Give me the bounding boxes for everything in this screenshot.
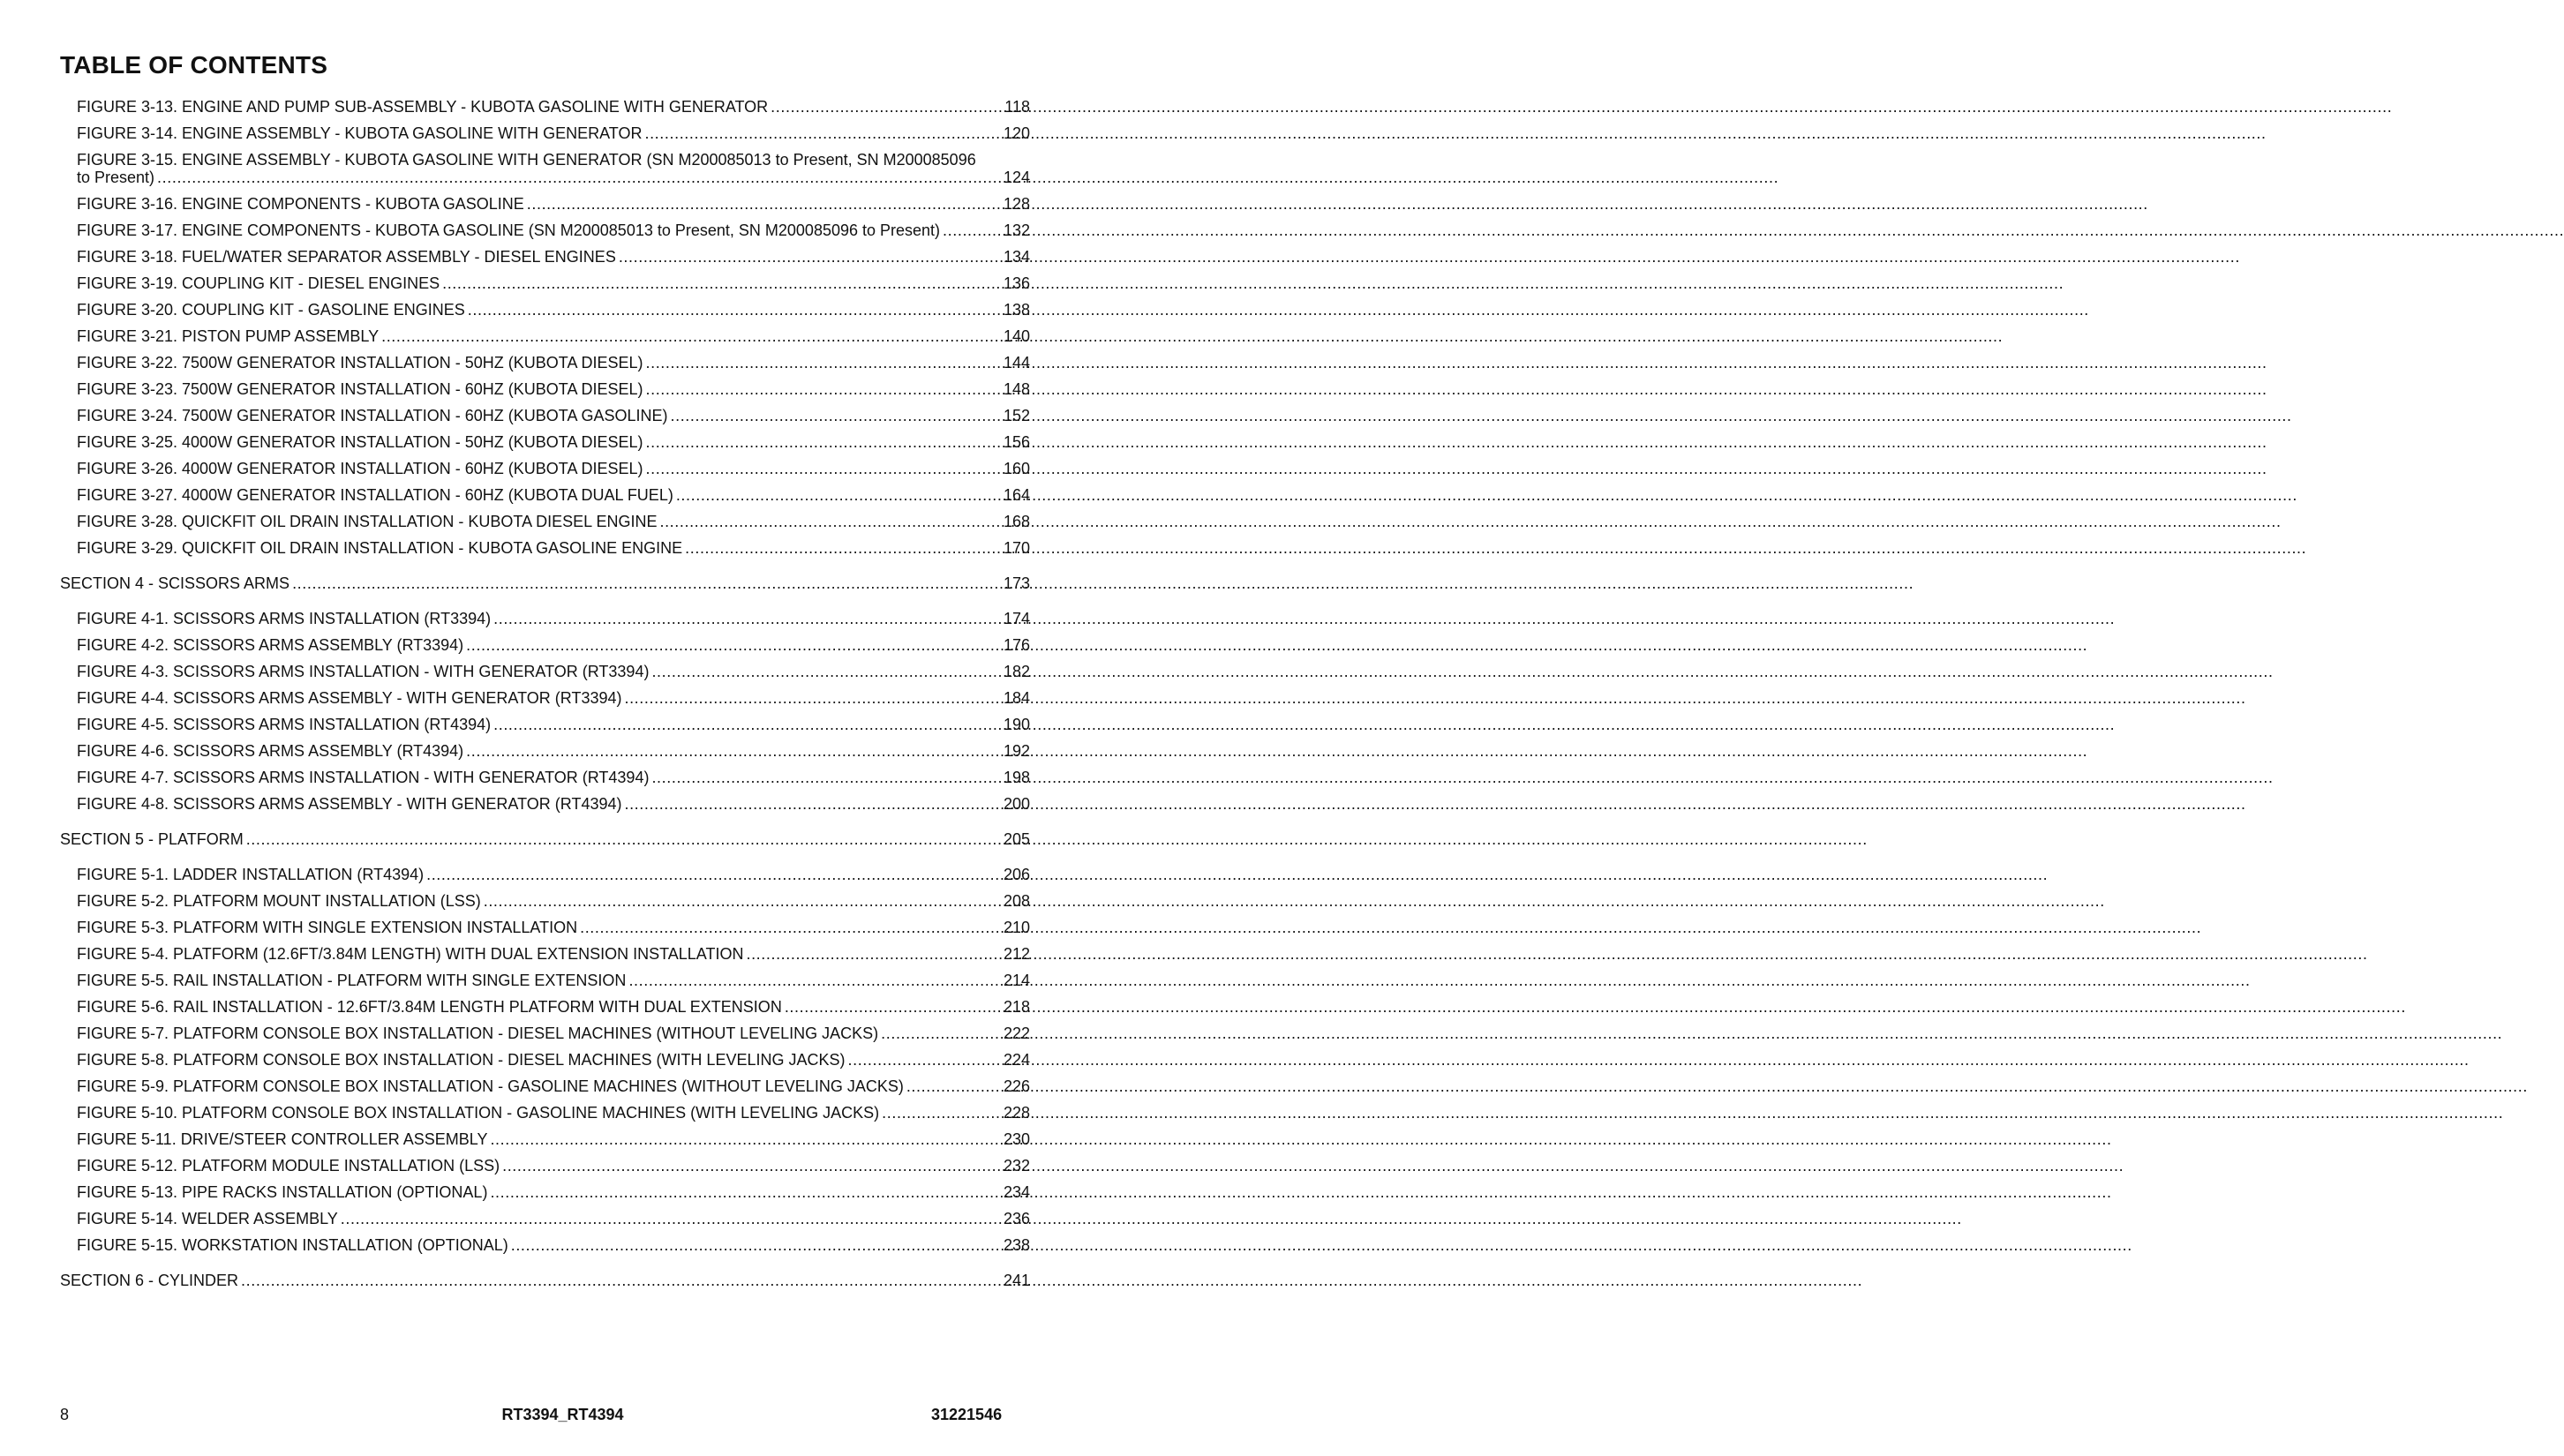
footer-model: RT3394_RT4394	[501, 1406, 624, 1423]
toc-entry-title: FIGURE 5-15. WORKSTATION INSTALLATION (OPTIONAL)	[77, 1236, 508, 1254]
dot-leader	[848, 1050, 1002, 1069]
dot-leader	[646, 353, 1002, 372]
toc-entry-figure-5-14[interactable]	[77, 1209, 1030, 1228]
toc-entry-figure-5-11[interactable]	[77, 1130, 1030, 1149]
toc-entry-figure-5-6[interactable]	[77, 997, 1030, 1017]
dot-leader	[466, 741, 1002, 761]
dot-leader	[527, 194, 1002, 214]
toc-entry-title: FIGURE 3-26. 4000W GENERATOR INSTALLATION - 60HZ (KUBOTA DIESEL)	[77, 460, 643, 477]
toc-entry-title: FIGURE 3-18. FUEL/WATER SEPARATOR ASSEMBLY - DIESEL ENGINES	[77, 248, 616, 266]
toc-entry-figure-3-26[interactable]	[77, 459, 1030, 478]
toc-page-number: 128	[1003, 195, 1030, 213]
toc-entry-title: FIGURE 5-4. PLATFORM (12.6FT/3.84M LENGTH) WITH DUAL EXTENSION INSTALLATION	[77, 945, 744, 963]
toc-entry-figure-4-2[interactable]	[77, 635, 1030, 655]
toc-entry-figure-3-19[interactable]	[77, 274, 1030, 293]
toc-page-number: 132	[1003, 221, 1030, 239]
toc-page-number: 148	[1003, 380, 1030, 398]
toc-page-number: 234	[1003, 1183, 1030, 1201]
toc-page-number: 238	[1003, 1236, 1030, 1254]
toc-page-number: 218	[1003, 998, 1030, 1016]
toc-entry-figure-3-25[interactable]	[77, 432, 1030, 452]
dot-leader	[646, 459, 1002, 478]
toc-page-number: 184	[1003, 689, 1030, 707]
toc-entry-figure-4-6[interactable]	[77, 741, 1030, 761]
toc-entry-figure-3-15-line1[interactable]: FIGURE 3-15. ENGINE ASSEMBLY - KUBOTA GASOLINE WITH GENERATOR (SN M200085013 to Present, SN M200085096	[77, 151, 976, 169]
toc-page-number: 120	[1003, 124, 1030, 142]
toc-entry-figure-5-9[interactable]	[77, 1077, 1030, 1096]
toc-entry-section-4[interactable]	[60, 574, 1030, 593]
dot-leader	[943, 221, 1002, 240]
dot-leader	[580, 918, 1002, 937]
footer-page-number: 8	[60, 1406, 70, 1423]
toc-entry-figure-5-12[interactable]	[77, 1156, 1030, 1175]
toc-entry-figure-5-2[interactable]	[77, 891, 1030, 911]
dot-leader	[241, 1271, 1002, 1290]
toc-page-number: 230	[1003, 1130, 1030, 1148]
dot-leader	[624, 688, 1001, 708]
toc-entry-section-6[interactable]	[60, 1271, 1030, 1290]
toc-entry-title: FIGURE 3-23. 7500W GENERATOR INSTALLATION - 60HZ (KUBOTA DIESEL)	[77, 380, 643, 398]
toc-entry-figure-3-17[interactable]	[77, 221, 1030, 240]
toc-entry-figure-3-16[interactable]	[77, 194, 1030, 214]
toc-entry-figure-5-13[interactable]	[77, 1182, 1030, 1202]
toc-entry-title: FIGURE 3-25. 4000W GENERATOR INSTALLATION - 50HZ (KUBOTA DIESEL)	[77, 433, 643, 451]
table-of-contents	[0, 97, 1125, 1381]
dot-leader	[785, 997, 1002, 1017]
toc-entry-title: FIGURE 5-10. PLATFORM CONSOLE BOX INSTALLATION - GASOLINE MACHINES (WITH LEVELING JACKS)	[77, 1104, 880, 1122]
toc-entry-figure-3-18[interactable]	[77, 247, 1030, 266]
toc-page-number: 118	[1004, 98, 1030, 116]
toc-entry-title: FIGURE 5-9. PLATFORM CONSOLE BOX INSTALLATION - GASOLINE MACHINES (WITHOUT LEVELING JACKS)	[77, 1077, 904, 1095]
dot-leader	[906, 1077, 1002, 1096]
toc-page-number: 222	[1003, 1024, 1030, 1042]
toc-entry-title: FIGURE 3-29. QUICKFIT OIL DRAIN INSTALLATION - KUBOTA GASOLINE ENGINE	[77, 539, 683, 557]
toc-entry-figure-3-14[interactable]	[77, 124, 1030, 143]
toc-entry-figure-5-3[interactable]	[77, 918, 1030, 937]
dot-leader	[676, 485, 1002, 505]
dot-leader	[771, 97, 1003, 116]
dot-leader	[490, 1182, 1002, 1202]
toc-entry-figure-3-21[interactable]	[77, 326, 1030, 346]
toc-entry-title: FIGURE 5-12. PLATFORM MODULE INSTALLATION (LSS)	[77, 1157, 500, 1175]
page-title: TABLE OF CONTENTS	[60, 51, 328, 79]
toc-entry-title: FIGURE 4-2. SCISSORS ARMS ASSEMBLY (RT3394)	[77, 636, 464, 654]
dot-leader	[466, 635, 1002, 655]
toc-entry-figure-3-29[interactable]	[77, 538, 1030, 558]
toc-page-number: 192	[1003, 742, 1030, 760]
dot-leader	[511, 1235, 1002, 1255]
toc-page-number: 160	[1003, 460, 1030, 477]
dot-leader	[624, 794, 1001, 814]
dot-leader	[157, 168, 1002, 187]
toc-page-number: 210	[1003, 919, 1030, 936]
toc-entry-title: FIGURE 4-6. SCISSORS ARMS ASSEMBLY (RT4394)	[77, 742, 464, 760]
toc-page-number: 208	[1003, 892, 1030, 910]
toc-entry-figure-4-3[interactable]	[77, 662, 1030, 681]
toc-page-number: 138	[1003, 301, 1030, 319]
dot-leader	[882, 1103, 1002, 1122]
dot-leader	[502, 1156, 1002, 1175]
dot-leader	[685, 538, 1002, 558]
toc-entry-figure-5-4[interactable]	[77, 944, 1030, 964]
toc-entry-figure-5-5[interactable]	[77, 971, 1030, 990]
toc-entry-figure-3-28[interactable]	[77, 512, 1030, 531]
toc-entry-title: FIGURE 3-20. COUPLING KIT - GASOLINE ENGINES	[77, 301, 465, 319]
toc-page-number: 226	[1003, 1077, 1030, 1095]
toc-entry-figure-5-10[interactable]	[77, 1103, 1030, 1122]
toc-entry-title: SECTION 6 - CYLINDER	[60, 1272, 239, 1289]
toc-entry-title: FIGURE 3-17. ENGINE COMPONENTS - KUBOTA GASOLINE (SN M200085013 to Present, SN M200085096 to Present)	[77, 221, 941, 239]
toc-entry-title: FIGURE 3-13. ENGINE AND PUMP SUB-ASSEMBLY - KUBOTA GASOLINE WITH GENERATOR	[77, 98, 769, 116]
dot-leader	[881, 1024, 1002, 1043]
toc-entry-figure-3-23[interactable]	[77, 379, 1030, 399]
toc-entry-figure-3-22[interactable]	[77, 353, 1030, 372]
toc-page-number: 156	[1003, 433, 1030, 451]
toc-entry-figure-4-1[interactable]	[77, 609, 1030, 628]
toc-entry-figure-3-13[interactable]	[77, 97, 1030, 116]
dot-leader	[659, 512, 1001, 531]
toc-page-number: 152	[1003, 407, 1030, 424]
toc-page-number: 224	[1003, 1051, 1030, 1069]
toc-entry-figure-5-1[interactable]	[77, 865, 1030, 884]
toc-page-number: 173	[1003, 574, 1030, 592]
toc-entry-title: FIGURE 3-22. 7500W GENERATOR INSTALLATION - 50HZ (KUBOTA DIESEL)	[77, 354, 643, 372]
toc-entry-title: FIGURE 5-1. LADDER INSTALLATION (RT4394)	[77, 866, 425, 883]
toc-entry-title: FIGURE 3-14. ENGINE ASSEMBLY - KUBOTA GASOLINE WITH GENERATOR	[77, 124, 643, 142]
toc-entry-title: FIGURE 3-21. PISTON PUMP ASSEMBLY	[77, 327, 380, 345]
dot-leader	[484, 891, 1002, 911]
dot-leader	[746, 944, 1001, 964]
toc-entry-figure-3-24[interactable]	[77, 406, 1030, 425]
toc-entry-title: FIGURE 5-6. RAIL INSTALLATION - 12.6FT/3.84M LENGTH PLATFORM WITH DUAL EXTENSION	[77, 998, 782, 1016]
dot-leader	[381, 326, 1002, 346]
toc-entry-figure-4-7[interactable]	[77, 768, 1030, 787]
toc-entry-section-5[interactable]	[60, 829, 1030, 849]
toc-page-number: 206	[1003, 866, 1030, 883]
dot-leader	[246, 829, 1002, 849]
toc-page-number: 164	[1003, 486, 1030, 504]
footer-document-number: 31221546	[931, 1406, 1003, 1423]
toc-entry-title: FIGURE 3-27. 4000W GENERATOR INSTALLATION - 60HZ (KUBOTA DUAL FUEL)	[77, 486, 673, 504]
toc-entry-figure-4-5[interactable]	[77, 715, 1030, 734]
toc-page-number: 170	[1003, 539, 1030, 557]
toc-page-number: 182	[1003, 663, 1030, 680]
toc-page-number: 200	[1003, 795, 1030, 813]
dot-leader	[651, 768, 1002, 787]
toc-page-number: 205	[1003, 830, 1030, 848]
toc-page-number: 176	[1003, 636, 1030, 654]
toc-entry-figure-5-8[interactable]	[77, 1050, 1030, 1069]
dot-leader	[490, 1130, 1002, 1149]
dot-leader	[628, 971, 1002, 990]
toc-entry-figure-4-8[interactable]	[77, 794, 1030, 814]
toc-entry-title: SECTION 4 - SCISSORS ARMS	[60, 574, 290, 592]
dot-leader	[292, 574, 1002, 593]
toc-entry-figure-5-15[interactable]	[77, 1235, 1030, 1255]
toc-page-number: 124	[1003, 169, 1030, 186]
toc-entry-title: FIGURE 5-3. PLATFORM WITH SINGLE EXTENSION INSTALLATION	[77, 919, 578, 936]
toc-page-number: 134	[1003, 248, 1030, 266]
dot-leader	[644, 124, 1001, 143]
toc-page-number: 168	[1003, 513, 1030, 530]
dot-leader	[493, 715, 1002, 734]
toc-entry-title: FIGURE 3-16. ENGINE COMPONENTS - KUBOTA GASOLINE	[77, 195, 524, 213]
toc-entry-title: FIGURE 4-4. SCISSORS ARMS ASSEMBLY - WITH GENERATOR (RT3394)	[77, 689, 622, 707]
toc-entry-title: FIGURE 3-24. 7500W GENERATOR INSTALLATION - 60HZ (KUBOTA GASOLINE)	[77, 407, 668, 424]
toc-page-number: 144	[1003, 354, 1030, 372]
toc-entry-title: FIGURE 5-14. WELDER ASSEMBLY	[77, 1210, 338, 1227]
toc-entry-figure-3-20[interactable]	[77, 300, 1030, 319]
toc-page-number: 174	[1003, 610, 1030, 627]
dot-leader	[619, 247, 1002, 266]
dot-leader	[493, 609, 1002, 628]
toc-page-number: 232	[1003, 1157, 1030, 1175]
dot-leader	[468, 300, 1002, 319]
toc-page-number: 236	[1003, 1210, 1030, 1227]
toc-page-number: 190	[1003, 716, 1030, 733]
toc-entry-figure-4-4[interactable]	[77, 688, 1030, 708]
toc-entry-title: FIGURE 4-1. SCISSORS ARMS INSTALLATION (RT3394)	[77, 610, 492, 627]
toc-page-number: 214	[1003, 972, 1030, 989]
toc-entry-title: FIGURE 3-28. QUICKFIT OIL DRAIN INSTALLATION - KUBOTA DIESEL ENGINE	[77, 513, 658, 530]
toc-entry-title: SECTION 5 - PLATFORM	[60, 830, 244, 848]
dot-leader	[646, 379, 1002, 399]
toc-entry-figure-5-7[interactable]	[77, 1024, 1030, 1043]
toc-entry-title: FIGURE 5-11. DRIVE/STEER CONTROLLER ASSEMBLY	[77, 1130, 488, 1148]
toc-entry-title: FIGURE 4-5. SCISSORS ARMS INSTALLATION (RT4394)	[77, 716, 492, 733]
dot-leader	[426, 865, 1002, 884]
dot-leader	[341, 1209, 1002, 1228]
toc-page-number: 198	[1003, 769, 1030, 786]
toc-entry-title: FIGURE 4-3. SCISSORS ARMS INSTALLATION - WITH GENERATOR (RT3394)	[77, 663, 650, 680]
toc-page-number: 140	[1003, 327, 1030, 345]
dot-leader	[442, 274, 1002, 293]
toc-entry-figure-3-15[interactable]	[77, 168, 1030, 187]
toc-entry-title: FIGURE 5-13. PIPE RACKS INSTALLATION (OPTIONAL)	[77, 1183, 488, 1201]
dot-leader	[671, 406, 1002, 425]
toc-entry-title: to Present)	[77, 169, 155, 186]
toc-entry-title: FIGURE 4-7. SCISSORS ARMS INSTALLATION - WITH GENERATOR (RT4394)	[77, 769, 650, 786]
dot-leader	[651, 662, 1002, 681]
toc-entry-title: FIGURE 3-19. COUPLING KIT - DIESEL ENGINES	[77, 274, 440, 292]
dot-leader	[646, 432, 1002, 452]
toc-entry-figure-3-27[interactable]	[77, 485, 1030, 505]
toc-entry-title: FIGURE 4-8. SCISSORS ARMS ASSEMBLY - WITH GENERATOR (RT4394)	[77, 795, 622, 813]
toc-entry-title: FIGURE 5-8. PLATFORM CONSOLE BOX INSTALLATION - DIESEL MACHINES (WITH LEVELING JACKS)	[77, 1051, 846, 1069]
toc-page-number: 136	[1003, 274, 1030, 292]
toc-entry-title: FIGURE 5-2. PLATFORM MOUNT INSTALLATION (LSS)	[77, 892, 481, 910]
toc-entry-title: FIGURE 5-7. PLATFORM CONSOLE BOX INSTALLATION - DIESEL MACHINES (WITHOUT LEVELING JACKS)	[77, 1024, 879, 1042]
toc-page-number: 241	[1003, 1272, 1030, 1289]
toc-page-number: 212	[1003, 945, 1030, 963]
toc-entry-title: FIGURE 5-5. RAIL INSTALLATION - PLATFORM WITH SINGLE EXTENSION	[77, 972, 627, 989]
toc-page-number: 228	[1003, 1104, 1030, 1122]
